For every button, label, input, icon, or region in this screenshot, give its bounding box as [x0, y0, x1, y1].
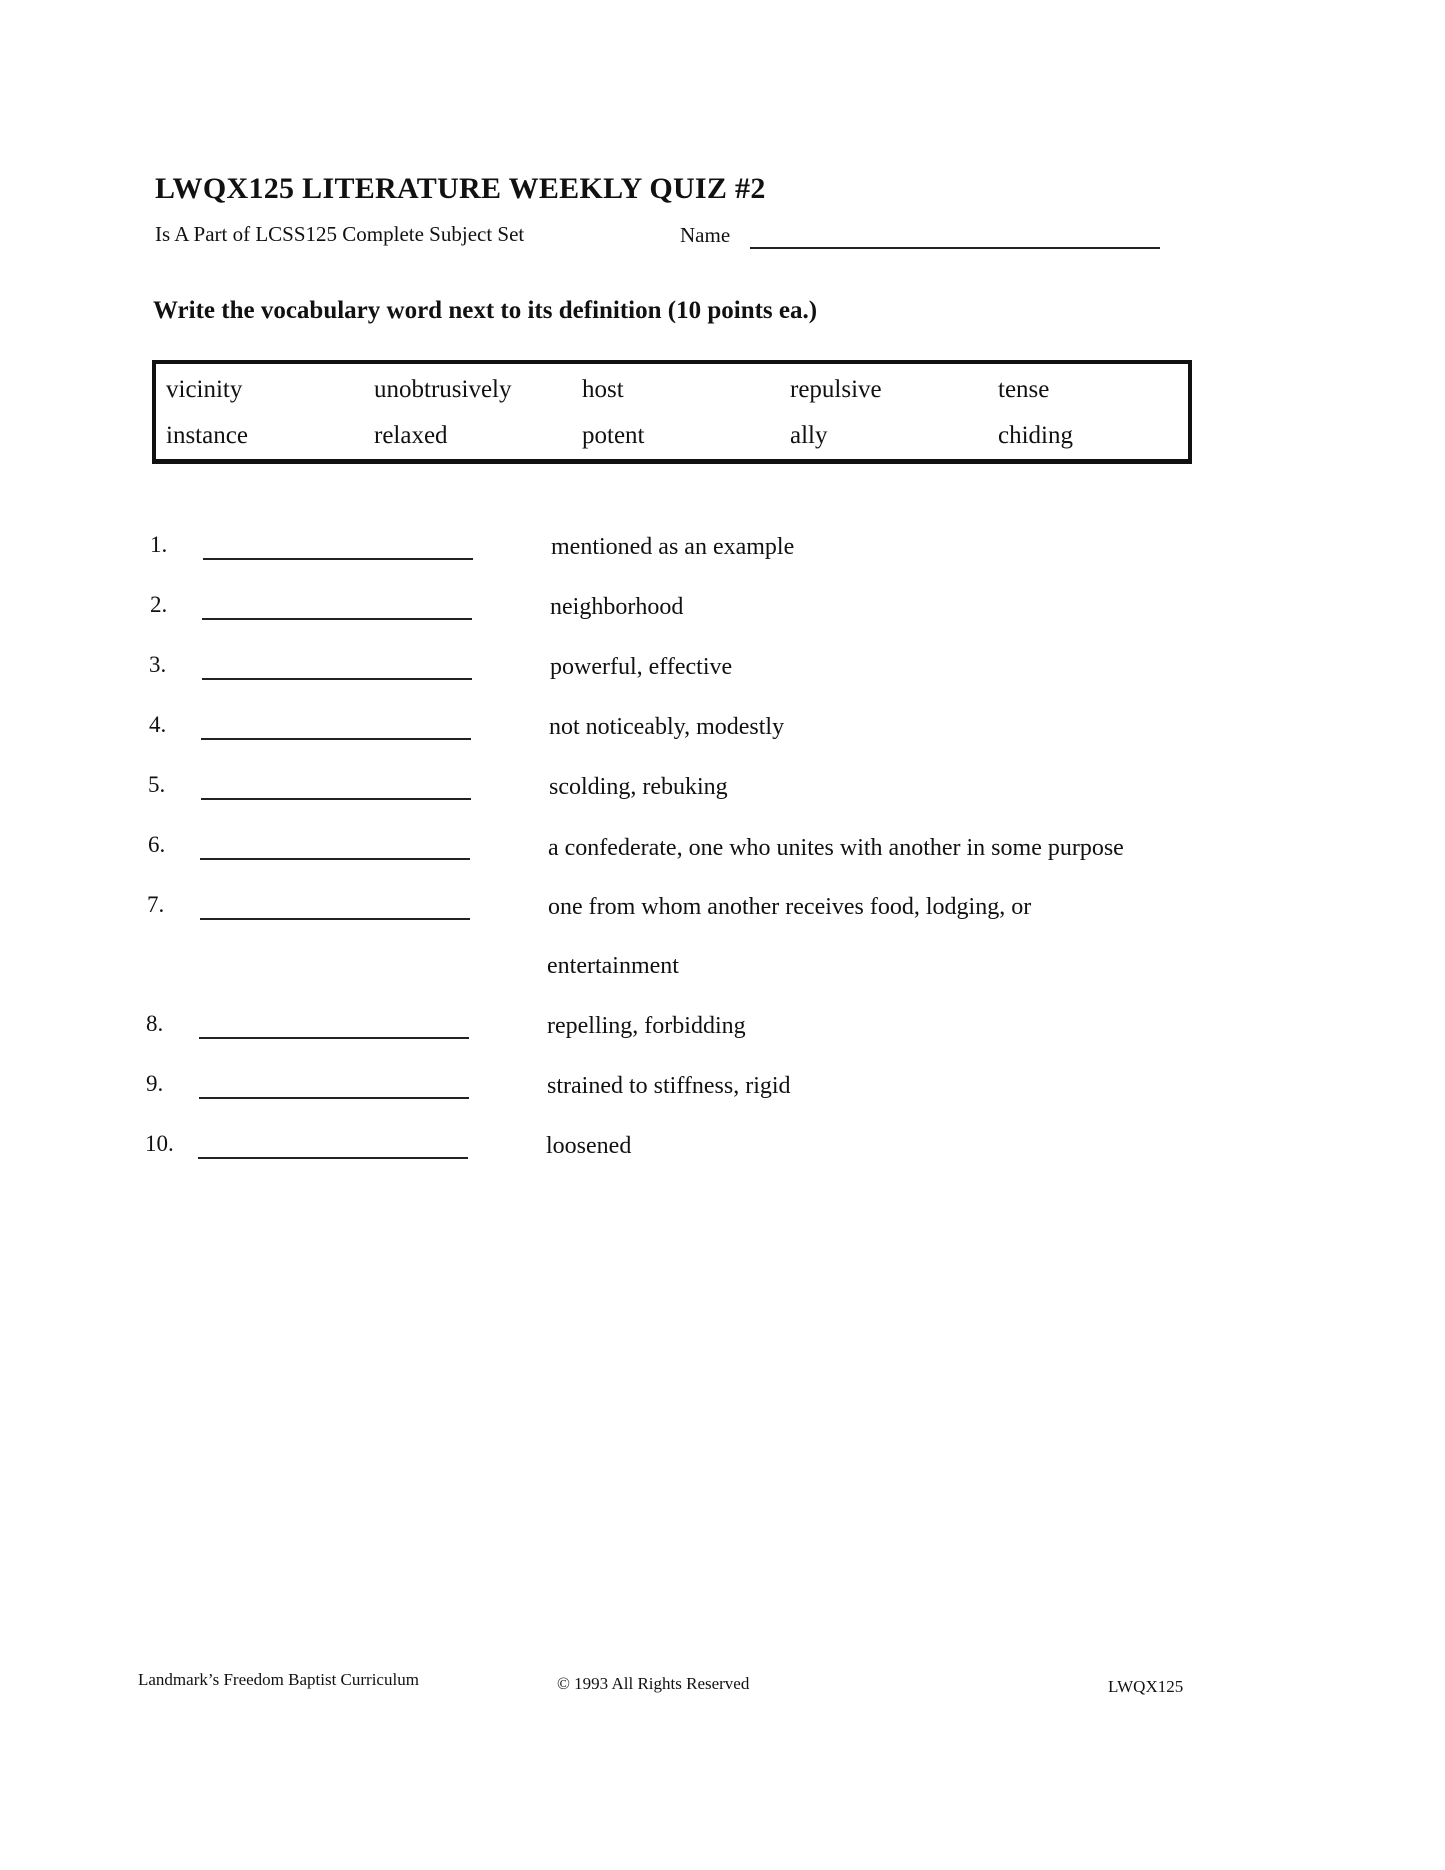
answer-field[interactable]	[200, 858, 470, 860]
quiz-title: LWQX125 LITERATURE WEEKLY QUIZ #2	[155, 172, 766, 205]
question-number: 8.	[146, 1011, 164, 1036]
answer-field[interactable]	[201, 738, 471, 740]
bank-word: tense	[998, 376, 1050, 403]
answer-field[interactable]	[200, 918, 470, 920]
question-number: 3.	[149, 652, 167, 677]
question-definition: neighborhood	[550, 594, 684, 620]
question-definition: loosened	[546, 1133, 632, 1159]
question-number: 7.	[147, 892, 165, 917]
question-number: 10.	[145, 1131, 174, 1156]
question-number: 5.	[148, 772, 166, 797]
quiz-subtitle: Is A Part of LCSS125 Complete Subject Set	[155, 222, 525, 246]
answer-field[interactable]	[202, 678, 472, 680]
question-number: 2.	[150, 592, 168, 617]
question-definition: strained to stiffness, rigid	[547, 1073, 791, 1099]
answer-field[interactable]	[201, 798, 471, 800]
answer-field[interactable]	[203, 558, 473, 560]
bank-word: vicinity	[166, 376, 243, 403]
answer-field[interactable]	[199, 1037, 469, 1039]
question-definition: not noticeably, modestly	[549, 714, 785, 740]
bank-word: host	[582, 376, 624, 403]
question-number: 9.	[146, 1071, 164, 1096]
answer-field[interactable]	[199, 1097, 469, 1099]
bank-word: unobtrusively	[374, 376, 512, 403]
footer-copyright: © 1993 All Rights Reserved	[557, 1674, 750, 1693]
bank-word: chiding	[998, 422, 1073, 449]
footer-code: LWQX125	[1108, 1677, 1184, 1696]
question-definition: repelling, forbidding	[547, 1013, 746, 1039]
question-definition: a confederate, one who unites with another in some purpose	[548, 835, 1124, 861]
name-label: Name	[680, 223, 731, 247]
instructions: Write the vocabulary word next to its definition (10 points ea.)	[153, 297, 818, 324]
name-field[interactable]	[750, 247, 1160, 249]
answer-field[interactable]	[202, 618, 472, 620]
word-bank	[152, 360, 1192, 464]
bank-word: repulsive	[790, 376, 882, 403]
answer-field[interactable]	[198, 1157, 468, 1159]
bank-word: relaxed	[374, 422, 448, 449]
bank-word: potent	[582, 422, 645, 449]
question-definition: scolding, rebuking	[549, 774, 728, 800]
question-definition-continued: entertainment	[547, 953, 679, 979]
bank-word: instance	[166, 422, 248, 449]
question-definition: one from whom another receives food, lodging, or	[548, 894, 1032, 920]
question-number: 4.	[149, 712, 167, 737]
question-definition: mentioned as an example	[551, 534, 795, 560]
question-number: 1.	[150, 532, 168, 557]
bank-word: ally	[790, 422, 828, 449]
question-definition: powerful, effective	[550, 654, 733, 680]
question-number: 6.	[148, 832, 166, 857]
footer-publisher: Landmark’s Freedom Baptist Curriculum	[138, 1670, 419, 1689]
